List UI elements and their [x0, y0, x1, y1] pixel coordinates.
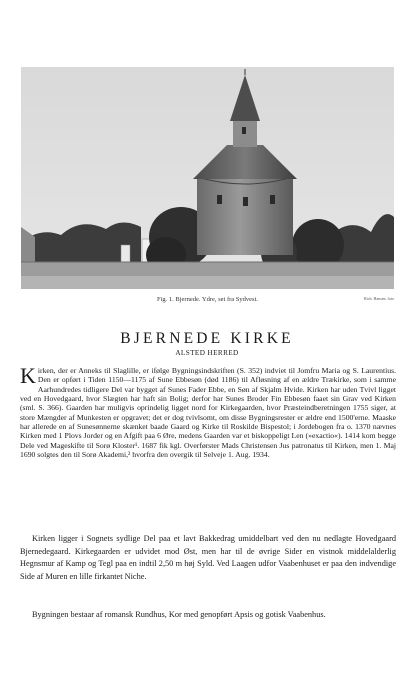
- page-subtitle: ALSTED HERRED: [175, 349, 239, 357]
- intro-text: irken, der er Anneks til Slaglille, er ifølge Bygningsindskriften (S. 352) indviet til Jomfru Maria og S. Laurentius. Den er opført i Tiden 1150—1175 af Sune Ebbesøn (død 1186) til Afløsning af en ældre Trækirke, som i samme Aarhundredes tidligere Del var bygget af Sunes Fader Ebbe, en Søn af Skjalm Hvide. Kirken har uden Tvivl ligget ved en Hovedgaard, hvor Slægten har haft sin Bolig; derfor har Sunes Broder Fin Ebbesøn faaet sin Grav ved Kirken (sml. S. 366). Gaarden har muligvis oprindelig ligget nord for Kirkegaarden, hvor Præsteindberetningen 1755 siger, at store Mængder af Munkesten er opgravet; det er dog tvivlsomt, om disse Bygningsrester er ældre end 1500'erne. Maaske har allerede en af Sunesønnerne skænket baade Gaard og Kirke til Roskilde Bispestol; i Jordebogen fra o. 1370 nævnes Kirken med 1 Plovs Jorder og en Afgift paa 6 Øre, medens Gaarden var et biskoppeligt Len (»exactio«). 1414 kom begge Dele ved Mageskifte til Sorø Kloster¹. 1687 fik kgl. Overførster Mads Christensen Jus patronatus til Kirken, men 1. Maj 1690 solgtes den til Sorø Akademi,² hvorfra den overgik til Selveje 1. Aug. 1934.: [20, 366, 396, 460]
- church-photograph-image: [21, 67, 394, 289]
- drop-cap: K: [20, 363, 36, 388]
- church-photograph: [21, 67, 394, 289]
- figure-caption: Fig. 1. Bjernede. Ydre, set fra Sydvest.: [156, 296, 259, 303]
- photo-credit: Rich. Hansen. foto: [364, 296, 394, 301]
- body-paragraph-2: Bygningen bestaar af romansk Rundhus, Kor med genopført Apsis og gotisk Vaabenhus.: [32, 610, 326, 619]
- body-paragraph-1: Kirken ligger i Sognets sydlige Del paa et lavt Bakkedrag umiddelbart ved den nu nedlagte Hovedgaard Bjernedegaard. Kirkegaarden er udvidet mod Øst, men har til de øvrige Sider en vistnok middelalderlig Hegnsmur af Kamp og Tegl paa en indtil 2,50 m høj Syld. Ved Laagen udfor Vaabenhuset er paa den indvendige Side af Muren en lille firkantet Niche.: [20, 534, 396, 582]
- intro-paragraph: [20, 363, 396, 460]
- page-title: BJERNEDE KIRKE: [120, 330, 294, 347]
